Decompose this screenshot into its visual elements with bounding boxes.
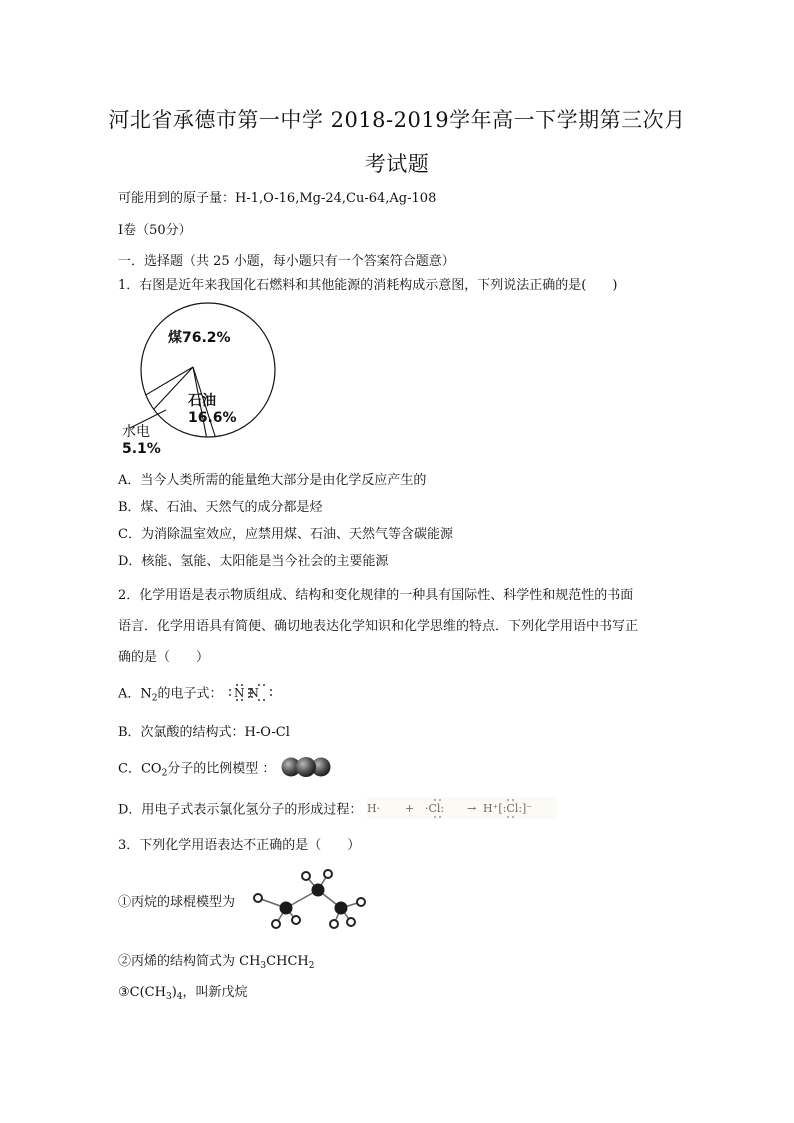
q3-item-1 [118,891,235,910]
exam-title-line1: 河北省承德市第一中学 2018-2019学年高一下学期第三次月 [108,108,686,132]
hcl-formation-svg [367,797,557,819]
pie-label-hydro-value: 5.1% [122,441,161,457]
q2-option-b: B．次氯酸的结构式：H-O-Cl [118,725,290,740]
hcl-cl-atom: ·Cl: [424,802,444,815]
q2-a-sub: 2 [151,693,158,704]
q2-stem-1: 2．化学用语是表示物质组成、结构和变化规律的一种具有国际性、科学性和规范性的书面 [118,588,634,603]
q3-item1-text: ①丙烷的球棍模型为 [118,895,236,910]
q2-option-c [118,756,332,782]
n2-electron-svg [227,682,275,702]
q2-d-text: D．用电子式表示氯化氢分子的形成过程： [118,802,363,818]
q3-item2-prefix: ②丙烯的结构简式为 CH [118,954,261,969]
q2-c-sub: 2 [161,768,168,779]
pie-label-oil-value: 16.6% [188,410,237,426]
co2-model-svg [280,756,332,778]
energy-pie-chart [118,300,308,460]
pie-label-hydro-name: 水电 [122,424,150,440]
q2-stem-3: 确的是（ ） [118,650,210,665]
q2-option-d [118,797,557,823]
hcl-plus: + [404,802,414,815]
hcl-product: H⁺[:Cl:]⁻ [482,802,532,815]
section-heading: 一．选择题（共 25 小题，每小题只有一个答案符合题意） [118,254,455,269]
q3-item3-suffix: ) [171,985,177,1000]
q2-c-prefix: C．CO [118,761,162,777]
q3-item2-sub1: 3 [260,961,267,971]
q3-item3-sub2: 4 [176,992,183,1002]
q1-option-a: A．当今人类所需的能量绝大部分是由化学反应产生的 [118,473,427,488]
hcl-formation-process [367,797,557,823]
propane-model-svg [246,868,366,930]
q2-stem-2: 语言．化学用语具有简便、确切地表达化学知识和化学思维的特点．下列化学用语中书写正 [118,619,639,634]
exam-title-line2: 考试题 [364,152,430,176]
hcl-h-atom: H· [366,802,380,815]
q3-item3-prefix: ③C(CH [118,985,166,1000]
q3-item3-sub: 3 [165,992,172,1002]
q3-item-2 [118,950,314,969]
volume-heading: I卷（50分） [118,223,192,238]
q2-a-prefix: A．N [118,686,152,702]
q3-item-3 [118,981,248,1000]
atomic-masses: 可能用到的原子量：H-1,O-16,Mg-24,Cu-64,Ag-108 [118,191,437,206]
q1-option-b: B．煤、石油、天然气的成分都是烃 [118,500,323,515]
hcl-arrow: → [466,802,476,815]
q3-item2-sub2: 2 [308,961,315,971]
pie-label-coal: 煤76.2% [168,330,231,346]
q1-option-d: D．核能、氢能、太阳能是当今社会的主要能源 [118,554,389,569]
q1-option-c: C．为消除温室效应，应禁用煤、石油、天然气等含碳能源 [118,527,453,542]
q3-item3-end: ，叫新戊烷 [182,985,248,1000]
q2-a-suffix: 的电子式： [157,686,223,702]
q2-c-suffix: 分子的比例模型 ： [167,761,276,777]
slice-boundary-coal-oil [146,367,193,395]
n2-formula-text: N N [233,686,259,700]
propane-ball-stick-model [246,868,366,930]
co2-space-filling-model [280,756,332,782]
q1-stem: 1．右图是近年来我国化石燃料和其他能源的消耗构成示意图，下列说法正确的是( ) [118,278,618,293]
n2-electron-formula [227,682,275,706]
q3-stem: 3．下列化学用语表达不正确的是（ ） [118,838,361,853]
q3-item2-mid: CHCH [266,954,309,969]
pie-label-oil-name: 石油 [188,393,216,409]
q2-option-a [118,682,275,706]
